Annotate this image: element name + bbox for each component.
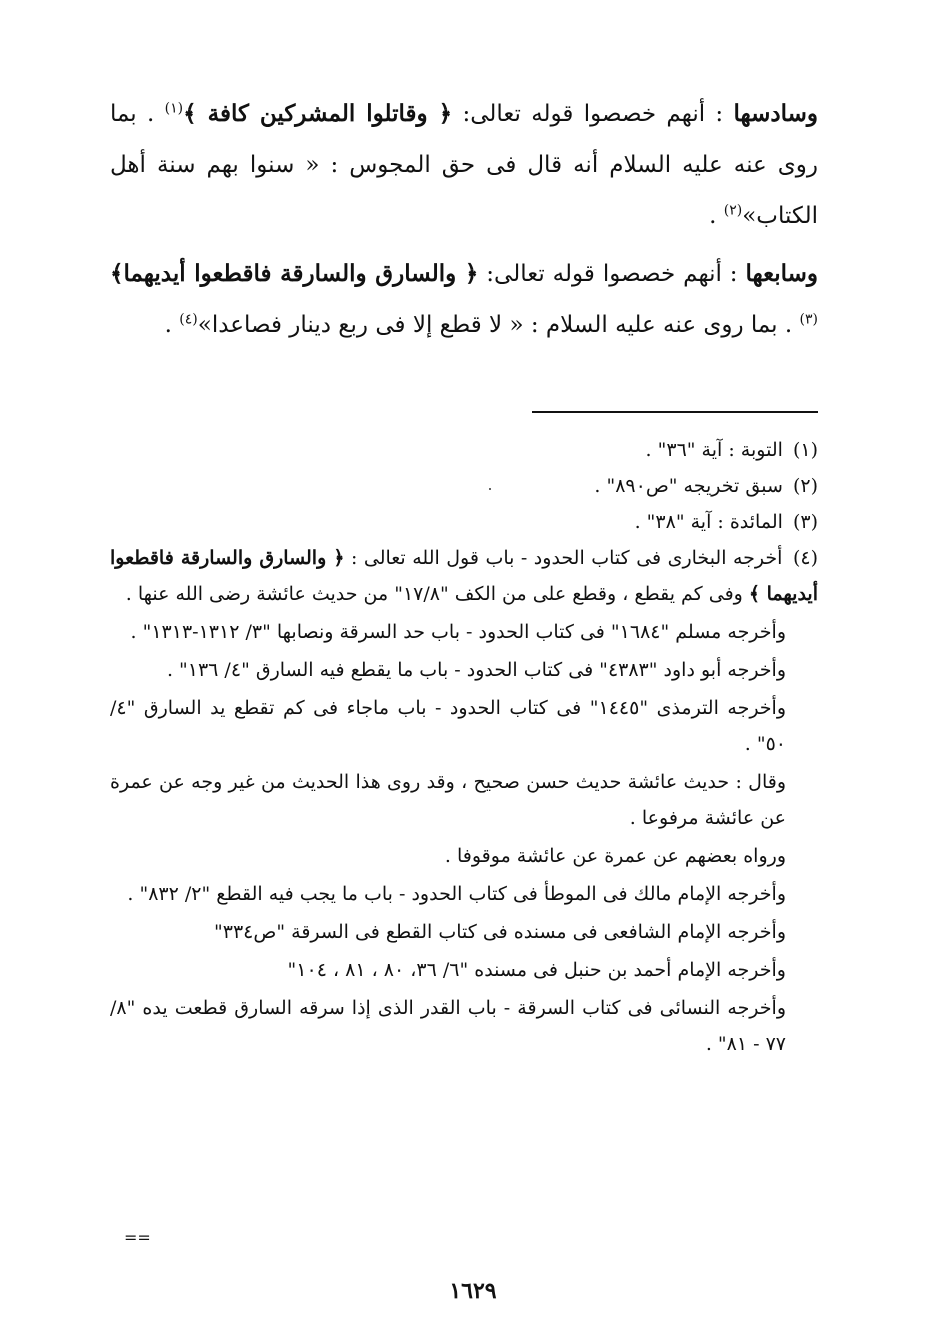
- footnote-ref[interactable]: (٣): [799, 311, 818, 328]
- footnote-ref[interactable]: (٢): [723, 202, 743, 219]
- subnote-tirmidhi: وأخرجه الترمذى "١٤٤٥" فى كتاب الحدود - باب ماجاء فى كم تقطع يد السارق "٤/ ٥٠" .: [110, 697, 786, 755]
- paragraph-text: : أنهم خصصوا قوله تعالى:: [478, 261, 746, 287]
- paragraph-end: .: [164, 312, 180, 338]
- scan-speck: [489, 488, 491, 490]
- paragraph-sixth: [110, 88, 818, 242]
- footnote-number: (٤): [792, 547, 818, 569]
- paragraph-lead: وسابعها: [745, 260, 818, 287]
- continuation-mark: ==: [124, 1228, 151, 1247]
- footnote-text: وفى كم يقطع ، وقطع على من الكف "١٧/٨" من حديث عائشة رضى الله عنها .: [125, 583, 749, 605]
- paragraph-seventh: [110, 248, 818, 351]
- subnote-muslim: وأخرجه مسلم "١٦٨٤" فى كتاب الحدود - باب حد السرقة ونصابها "٣/ ١٣١٢-١٣١٣" .: [130, 621, 786, 643]
- paragraph-end: .: [709, 203, 724, 229]
- page-number: ١٦٢٩: [449, 1278, 497, 1304]
- footnote-text: أخرجه البخارى فى كتاب الحدود - باب قول الله تعالى :: [344, 547, 783, 569]
- subnote-mawquf: ورواه بعضهم عن عمرة عن عائشة موقوفا .: [444, 845, 786, 867]
- footnote-number: (٢): [792, 475, 818, 497]
- footnote-number: (٣): [792, 511, 818, 533]
- quran-verse: ﴿ والسارق والسارقة فاقطعوا أيديهما ﴾: [110, 547, 818, 605]
- paragraph-text: : أنهم خصصوا قوله تعالى:: [452, 101, 734, 127]
- subnote-shafii: وأخرجه الإمام الشافعى فى مسنده فى كتاب القطع فى السرقة "ص٣٣٤": [214, 921, 786, 943]
- footnote-3: [110, 504, 818, 540]
- paragraph-text: . بما روى عنه عليه السلام : « لا قطع إلا فى ربع دينار فصاعدا»: [197, 312, 800, 338]
- subnote-abu-dawud: وأخرجه أبو داود "٤٣٨٣" فى كتاب الحدود - باب ما يقطع فيه السارق "٤/ ١٣٦" .: [166, 659, 786, 681]
- subnote-tirmidhi-comment: وقال : حديث عائشة حديث حسن صحيح ، وقد روى هذا الحديث من غير وجه عن عمرة عن عائشة مرفوعا .: [110, 771, 786, 829]
- footnote-4: [110, 540, 818, 612]
- subnote-malik: وأخرجه الإمام مالك فى الموطأ فى كتاب الحدود - باب ما يجب فيه القطع "٢/ ٨٣٢" .: [127, 883, 786, 905]
- footnote-separator: [532, 411, 818, 413]
- footnote-text: المائدة : آية "٣٨" .: [634, 511, 783, 533]
- footnote-text: التوبة : آية "٣٦" .: [645, 439, 783, 461]
- footnote-1: [110, 432, 818, 468]
- footnotes: [110, 432, 818, 1062]
- main-text: [110, 88, 818, 357]
- subnote-ahmad: وأخرجه الإمام أحمد بن حنبل فى مسنده "٦/ ٣٦، ٨٠ ، ٨١ ، ١٠٤": [287, 959, 786, 981]
- footnote-ref[interactable]: (١): [164, 100, 184, 117]
- footnote-2: [110, 468, 818, 504]
- paragraph-lead: وسادسها: [733, 100, 819, 127]
- footnote-number: (١): [792, 439, 818, 461]
- footnote-ref[interactable]: (٤): [179, 311, 198, 328]
- subnote-nasai: وأخرجه النسائى فى كتاب السرقة - باب القدر الذى إذا سرقه السارق قطعت يده "٨/ ٧٧ - ٨١" .: [110, 997, 786, 1055]
- quran-verse: ﴿ والسارق والسارقة فاقطعوا أيديهما﴾: [110, 260, 479, 287]
- footnote-text: سبق تخريجه "ص٨٩٠" .: [594, 475, 783, 497]
- paragraph-text: . بما روى عنه عليه السلام أنه قال فى حق المجوس : « سنوا بهم سنة أهل الكتاب»: [110, 101, 818, 229]
- quran-verse: ﴿ وقاتلوا المشركين كافة ﴾: [183, 100, 453, 127]
